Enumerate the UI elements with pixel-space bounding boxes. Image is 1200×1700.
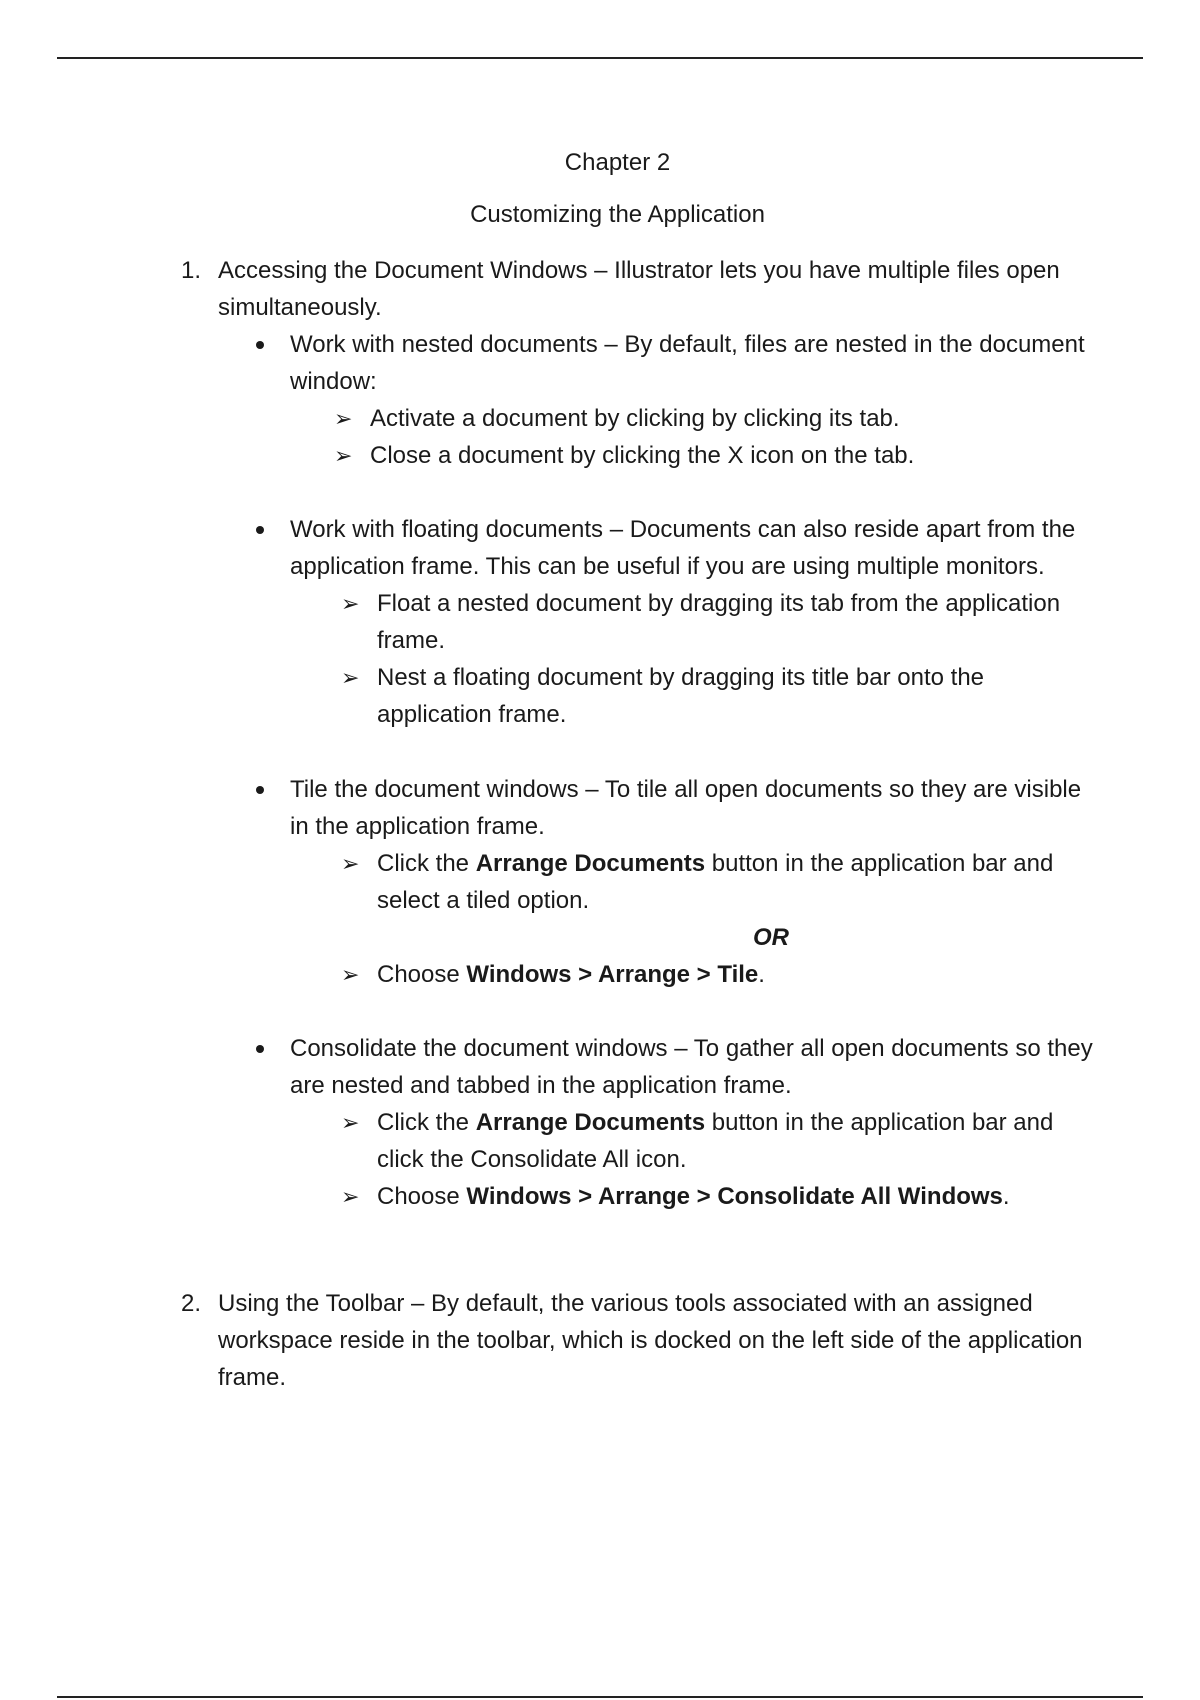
bullet-text: Work with floating documents – Documents can also reside apart from the application frame. This can be useful if you are using multiple monitors. [290, 516, 1076, 580]
header-rule [57, 57, 1143, 59]
numbered-list [0, 252, 1200, 1396]
arrow-bullet-icon: ➢ [341, 1184, 360, 1209]
arrow-text: Float a nested document by dragging its tab from the application frame. [377, 590, 1061, 654]
list-number: 1. [181, 257, 202, 284]
arrow-text: Close a document by clicking the X icon on the tab. [370, 442, 915, 469]
arrow-text-post: button in the application bar and click the Consolidate All icon. [377, 1109, 1054, 1173]
arrow-bullet-icon: ➢ [341, 851, 360, 876]
arrow-list [290, 585, 1100, 733]
arrow-bullet-icon: ➢ [341, 1110, 360, 1135]
arrow-item [341, 659, 1100, 733]
bullet-item-consolidate-windows [290, 1030, 1110, 1215]
or-separator: OR [753, 924, 789, 951]
arrow-text-post: . [1002, 1183, 1010, 1210]
bullet-text: Tile the document windows – To tile all open documents so they are visible in the application frame. [290, 776, 1082, 840]
chapter-heading: Chapter 2 [564, 149, 671, 176]
bullet-list [218, 326, 1110, 1215]
bullet-icon [256, 1045, 264, 1053]
arrow-list [290, 845, 1100, 993]
arrow-item [341, 956, 1100, 993]
arrow-list [290, 1104, 1100, 1215]
bullet-icon [256, 786, 264, 794]
arrow-text: Activate a document by clicking by clicking its tab. [370, 405, 900, 432]
arrow-text-pre: Click the [377, 850, 476, 877]
arrow-bullet-icon: ➢ [341, 665, 360, 690]
chapter-subtitle: Customizing the Application [470, 201, 765, 228]
arrow-text-bold: Arrange Documents [475, 850, 706, 877]
arrow-text-post: . [758, 961, 765, 988]
numbered-item-2 [0, 1285, 1200, 1396]
arrow-text-bold: Arrange Documents [475, 1109, 706, 1136]
arrow-text: Nest a floating document by dragging its title bar onto the application frame. [377, 664, 985, 728]
arrow-text-post: button in the application bar and select a tiled option. [377, 850, 1054, 914]
arrow-text-bold: Windows > Arrange > Consolidate All Windows [466, 1183, 1003, 1210]
arrow-text-pre: Click the [377, 1109, 476, 1136]
bullet-item-floating-documents [290, 511, 1110, 733]
arrow-item [334, 437, 1100, 474]
bullet-icon [256, 526, 264, 534]
list-number: 2. [181, 1290, 202, 1317]
arrow-bullet-icon: ➢ [334, 443, 353, 468]
arrow-text-pre: Choose [377, 961, 467, 988]
bullet-item-tile-windows [290, 771, 1110, 993]
arrow-item [341, 845, 1100, 919]
arrow-bullet-icon: ➢ [341, 962, 360, 987]
arrow-item [341, 1178, 1100, 1215]
footer-rule [57, 1696, 1143, 1698]
arrow-item [341, 585, 1100, 659]
arrow-text-pre: Choose [377, 1183, 467, 1210]
bullet-text: Consolidate the document windows – To gather all open documents so they are nested and tabbed in the application frame. [290, 1035, 1093, 1099]
document-body [0, 252, 1200, 1396]
item-text: Accessing the Document Windows – Illustrator lets you have multiple files open simultaneously. [218, 257, 1060, 321]
numbered-item-1 [0, 252, 1200, 1215]
arrow-bullet-icon: ➢ [334, 406, 353, 431]
arrow-text-bold: Windows > Arrange > Tile [466, 961, 759, 988]
arrow-item [334, 400, 1100, 437]
arrow-item [341, 1104, 1100, 1178]
item-text: Using the Toolbar – By default, the various tools associated with an assigned workspace reside in the toolbar, which is docked on the left side of the application frame. [218, 1290, 1083, 1391]
arrow-bullet-icon: ➢ [341, 591, 360, 616]
bullet-item-nested-documents [290, 326, 1110, 474]
bullet-icon [256, 341, 264, 349]
bullet-text: Work with nested documents – By default, files are nested in the document window: [290, 331, 1085, 395]
arrow-list [290, 400, 1100, 474]
